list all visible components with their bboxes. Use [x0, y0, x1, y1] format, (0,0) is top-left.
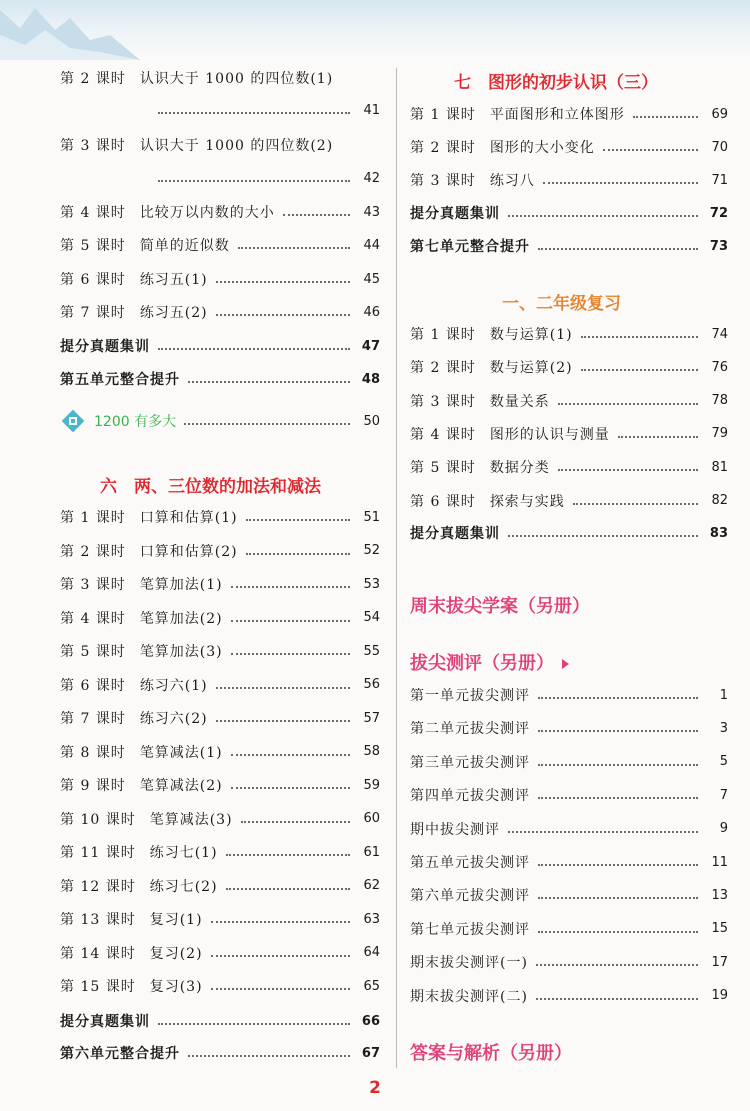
- answers-title: 答案与解析（另册）: [410, 1043, 572, 1064]
- lesson-label: 第 3 课时: [60, 577, 126, 593]
- page-number: 5: [719, 754, 728, 770]
- lesson-title: 第六单元拔尖测评: [410, 888, 530, 905]
- dot-leader: [211, 988, 350, 990]
- dot-leader: [231, 653, 350, 655]
- lesson-title: 口算和估算(1): [139, 510, 238, 526]
- dot-leader: [603, 149, 698, 151]
- lesson-title: 数量关系: [489, 393, 550, 410]
- toc-entry[interactable]: [60, 741, 380, 763]
- page-number: 82: [711, 493, 728, 508]
- lesson-label: 第 5 课时: [60, 238, 126, 254]
- toc-entry[interactable]: [60, 875, 380, 897]
- lesson-label: 第 3 课时: [60, 138, 126, 154]
- toc-entry[interactable]: [410, 818, 728, 840]
- toc-entry[interactable]: [410, 851, 728, 873]
- page-number: 72: [709, 205, 728, 221]
- page-number: 15: [711, 921, 728, 937]
- lesson-title: 练习五(1): [139, 272, 208, 288]
- toc-entry-practice[interactable]: [60, 1010, 380, 1032]
- toc-entry[interactable]: [60, 841, 380, 863]
- toc-entry[interactable]: [60, 573, 380, 595]
- lesson-title: 比较万以内数的大小: [139, 205, 275, 221]
- lesson-title: 笔算加法(2): [139, 610, 223, 627]
- page-number: 3: [719, 720, 728, 736]
- toc-entry-practice[interactable]: [410, 202, 728, 224]
- page-number: 66: [361, 1013, 380, 1029]
- page-number: 62: [363, 878, 380, 893]
- dot-leader: [538, 730, 698, 732]
- page-number: 46: [363, 304, 380, 320]
- lesson-title: 认识大于 1000 的四位数(1): [139, 71, 334, 87]
- page-number: 59: [363, 777, 380, 793]
- lesson-label: 第 3 课时: [410, 393, 476, 410]
- toc-entry[interactable]: [410, 136, 728, 158]
- page-number: 43: [363, 204, 380, 220]
- dot-leader: [538, 764, 698, 766]
- lesson-title: 认识大于 1000 的四位数(2): [139, 138, 334, 154]
- entry-title: 提分真题集训: [410, 206, 500, 222]
- lesson-label: 第 11 课时: [60, 845, 136, 861]
- dot-leader: [188, 1055, 350, 1057]
- tests-title: 拔尖测评（另册）: [410, 653, 554, 674]
- page-number: 42: [363, 170, 380, 186]
- lesson-label: 第 3 课时: [410, 173, 476, 189]
- toc-entry[interactable]: [410, 918, 728, 940]
- toc-entry[interactable]: [60, 301, 380, 323]
- toc-entry[interactable]: [60, 707, 380, 729]
- lesson-title: 探索与实践: [489, 493, 565, 510]
- lesson-title: 笔算加法(3): [139, 644, 223, 660]
- lesson-label: 第 2 课时: [60, 71, 126, 87]
- page-number: 50: [363, 413, 380, 429]
- dot-leader: [158, 180, 350, 182]
- dot-leader: [538, 864, 698, 866]
- page-number: 19: [711, 988, 728, 1004]
- toc-entry[interactable]: [60, 942, 380, 964]
- dot-leader: [241, 821, 350, 823]
- dot-leader: [188, 381, 350, 383]
- lesson-title: 练习七(2): [149, 878, 218, 895]
- page-number: 83: [709, 525, 728, 541]
- lesson-title: 练习八: [489, 173, 535, 189]
- lesson-label: 第 15 课时: [60, 979, 136, 995]
- lesson-label: 第 4 课时: [410, 426, 476, 443]
- dot-leader: [158, 348, 350, 350]
- dot-leader: [246, 553, 350, 555]
- lesson-label: 第 4 课时: [60, 205, 126, 221]
- toc-entry-special[interactable]: [60, 408, 380, 434]
- dot-leader: [216, 720, 350, 722]
- page-number: 52: [363, 543, 380, 558]
- lesson-title: 期末拔尖测评(一): [410, 955, 528, 972]
- dot-leader: [536, 998, 698, 1000]
- page-number: 65: [363, 978, 380, 994]
- dot-leader: [543, 182, 698, 184]
- lesson-label: 第 8 课时: [60, 744, 126, 761]
- special-title: 1200 有多大: [94, 414, 177, 430]
- header-decoration: [0, 0, 750, 60]
- entry-title: 第五单元整合提升: [60, 372, 180, 388]
- toc-entry[interactable]: [60, 67, 380, 89]
- toc-entry[interactable]: [410, 490, 728, 512]
- lesson-title: 第二单元拔尖测评: [410, 721, 530, 738]
- triangle-arrow-icon: [562, 659, 569, 669]
- dot-leader: [633, 116, 698, 118]
- lesson-title: 期中拔尖测评: [410, 821, 500, 838]
- lesson-title: 数据分类: [489, 460, 550, 477]
- page-number: 9: [719, 821, 728, 837]
- lesson-title: 数与运算(1): [489, 327, 573, 343]
- dot-leader: [538, 931, 698, 933]
- toc-entry[interactable]: [60, 506, 380, 528]
- dot-leader: [211, 955, 350, 957]
- lesson-title: 笔算减法(2): [139, 778, 223, 794]
- lesson-title: 笔算减法(1): [139, 744, 223, 761]
- lesson-title: 第一单元拔尖测评: [410, 688, 530, 704]
- dot-leader: [558, 403, 698, 405]
- lesson-title: 笔算加法(1): [139, 577, 223, 593]
- toc-entry-dots: [60, 99, 380, 121]
- lesson-title: 第五单元拔尖测评: [410, 855, 530, 871]
- page-number: 73: [709, 238, 728, 254]
- toc-entry[interactable]: [60, 640, 380, 662]
- page-number: 61: [363, 844, 380, 860]
- dot-leader: [184, 423, 350, 425]
- page-number: 70: [711, 139, 728, 155]
- lesson-title: 图形的大小变化: [489, 140, 595, 156]
- lesson-label: 第 1 课时: [410, 107, 476, 123]
- lesson-title: 练习五(2): [139, 305, 208, 321]
- toc-entry-practice[interactable]: [410, 522, 728, 544]
- toc-entry[interactable]: [60, 975, 380, 997]
- toc-entry[interactable]: [410, 751, 728, 773]
- dot-leader: [226, 888, 350, 890]
- dot-leader: [508, 215, 698, 217]
- lesson-label: 第 1 课时: [60, 510, 126, 526]
- page-number: 60: [363, 811, 380, 826]
- dot-leader: [581, 336, 698, 338]
- unit-7-title: 七 图形的初步认识（三）: [454, 73, 658, 93]
- dot-leader: [536, 964, 698, 966]
- toc-entry[interactable]: [410, 169, 728, 191]
- lesson-title: 简单的近似数: [139, 238, 230, 254]
- page-number: 58: [363, 744, 380, 759]
- page-number: 55: [363, 643, 380, 659]
- lesson-label: 第 5 课时: [60, 644, 126, 660]
- toc-entry-dots: [60, 167, 380, 189]
- dot-leader: [226, 854, 350, 856]
- dot-leader: [231, 754, 350, 756]
- lesson-label: 第 5 课时: [410, 460, 476, 477]
- page-number: 47: [361, 338, 380, 354]
- lesson-label: 第 9 课时: [60, 778, 126, 794]
- page-number: 56: [363, 677, 380, 692]
- lesson-title: 期末拔尖测评(二): [410, 988, 528, 1005]
- tests-title-wrap: [410, 649, 569, 675]
- dot-leader: [283, 214, 350, 216]
- toc-entry[interactable]: [410, 951, 728, 973]
- toc-entry-practice[interactable]: [60, 335, 380, 357]
- lesson-title: 复习(2): [149, 945, 203, 962]
- page-number: 11: [711, 854, 728, 870]
- page-number: 48: [361, 371, 380, 387]
- entry-title: 第七单元整合提升: [410, 239, 530, 255]
- lesson-label: 第 2 课时: [410, 360, 476, 377]
- dot-leader: [538, 897, 698, 899]
- lesson-label: 第 7 课时: [60, 711, 126, 727]
- lesson-title: 练习七(1): [149, 845, 218, 861]
- toc-entry[interactable]: [410, 884, 728, 906]
- lesson-title: 练习六(1): [139, 677, 208, 694]
- dot-leader: [573, 503, 698, 505]
- lesson-label: 第 14 课时: [60, 945, 136, 962]
- mountain-illustration: [0, 0, 140, 60]
- page-number: 57: [363, 710, 380, 726]
- dot-leader: [216, 281, 350, 283]
- page-number: 78: [711, 393, 728, 409]
- toc-entry[interactable]: [60, 607, 380, 629]
- lesson-title: 图形的认识与测量: [489, 426, 610, 443]
- dot-leader: [618, 436, 698, 438]
- toc-entry[interactable]: [410, 390, 728, 412]
- toc-entry[interactable]: [60, 201, 380, 223]
- lesson-title: 复习(3): [149, 979, 203, 995]
- toc-entry[interactable]: [410, 784, 728, 806]
- dot-leader: [158, 1023, 350, 1025]
- lesson-label: 第 12 课时: [60, 878, 136, 895]
- toc-entry[interactable]: [410, 456, 728, 478]
- lesson-label: 第 2 课时: [410, 140, 476, 156]
- lesson-label: 第 13 课时: [60, 912, 136, 928]
- toc-entry[interactable]: [410, 423, 728, 445]
- column-divider: [396, 68, 397, 1068]
- lesson-label: 第 6 课时: [60, 272, 126, 288]
- dot-leader: [231, 586, 350, 588]
- page-number: 76: [711, 359, 728, 375]
- dot-leader: [538, 797, 698, 799]
- dot-leader: [216, 314, 350, 316]
- toc-entry[interactable]: [60, 674, 380, 696]
- toc-entry[interactable]: [60, 808, 380, 830]
- dot-leader: [538, 697, 698, 699]
- lesson-title: 口算和估算(2): [139, 543, 238, 560]
- toc-entry[interactable]: [410, 985, 728, 1007]
- toc-entry[interactable]: [60, 134, 380, 156]
- dot-leader: [246, 519, 350, 521]
- page-number-footer: 2: [369, 1078, 381, 1098]
- toc-entry[interactable]: [60, 908, 380, 930]
- entry-title: 提分真题集训: [60, 339, 150, 355]
- lesson-label: 第 2 课时: [60, 543, 126, 560]
- page-number: 71: [711, 172, 728, 188]
- dot-leader: [508, 535, 698, 537]
- toc-entry-unit-review[interactable]: [60, 1042, 380, 1064]
- page-number: 7: [719, 787, 728, 803]
- toc-entry[interactable]: [60, 268, 380, 290]
- dot-leader: [216, 687, 350, 689]
- dot-leader: [581, 369, 698, 371]
- page-number: 1: [719, 687, 728, 703]
- toc-entry[interactable]: [410, 323, 728, 345]
- toc-entry[interactable]: [60, 774, 380, 796]
- dot-leader: [508, 831, 698, 833]
- page-number: 44: [363, 237, 380, 253]
- page-number: 13: [711, 887, 728, 903]
- toc-entry[interactable]: [410, 717, 728, 739]
- page-number: 41: [363, 102, 380, 118]
- page-number: 54: [363, 610, 380, 625]
- lesson-label: 第 7 课时: [60, 305, 126, 321]
- review-title: 一、二年级复习: [502, 294, 621, 314]
- dot-leader: [158, 112, 350, 114]
- diamond-icon: [60, 408, 86, 434]
- toc-entry[interactable]: [60, 540, 380, 562]
- page-number: 63: [363, 911, 380, 927]
- entry-title: 提分真题集训: [410, 526, 500, 542]
- dot-leader: [538, 248, 698, 250]
- dot-leader: [231, 620, 350, 622]
- dot-leader: [211, 921, 350, 923]
- lesson-title: 数与运算(2): [489, 360, 573, 377]
- page-number: 17: [711, 954, 728, 970]
- page-number: 45: [363, 271, 380, 287]
- weekend-booklet-title: 周末拔尖学案（另册）: [410, 596, 590, 617]
- toc-entry[interactable]: [410, 103, 728, 125]
- lesson-title: 第三单元拔尖测评: [410, 754, 530, 771]
- unit-6-title: 六 两、三位数的加法和减法: [100, 477, 321, 497]
- page-number: 81: [711, 459, 728, 475]
- lesson-label: 第 10 课时: [60, 811, 136, 828]
- lesson-label: 第 6 课时: [410, 493, 476, 510]
- dot-leader: [231, 787, 350, 789]
- lesson-label: 第 4 课时: [60, 610, 126, 627]
- lesson-title: 笔算减法(3): [149, 811, 233, 828]
- lesson-title: 练习六(2): [139, 711, 208, 727]
- page-number: 67: [361, 1045, 380, 1061]
- toc-entry[interactable]: [410, 684, 728, 706]
- lesson-label: 第 6 课时: [60, 677, 126, 694]
- lesson-title: 复习(1): [149, 912, 203, 928]
- page-number: 69: [711, 106, 728, 122]
- page-number: 51: [363, 509, 380, 525]
- page-number: 79: [711, 426, 728, 442]
- dot-leader: [558, 469, 698, 471]
- page-number: 74: [711, 326, 728, 342]
- lesson-label: 第 1 课时: [410, 327, 476, 343]
- toc-entry-unit-review[interactable]: [410, 235, 728, 257]
- lesson-title: 第四单元拔尖测评: [410, 788, 530, 805]
- toc-entry[interactable]: [410, 356, 728, 378]
- toc-entry-unit-review[interactable]: [60, 368, 380, 390]
- page-number: 53: [363, 576, 380, 592]
- lesson-title: 平面图形和立体图形: [489, 107, 625, 123]
- entry-title: 第六单元整合提升: [60, 1046, 180, 1062]
- page-number: 64: [363, 945, 380, 960]
- entry-title: 提分真题集训: [60, 1014, 150, 1030]
- dot-leader: [238, 247, 350, 249]
- lesson-title: 第七单元拔尖测评: [410, 921, 530, 938]
- toc-entry[interactable]: [60, 234, 380, 256]
